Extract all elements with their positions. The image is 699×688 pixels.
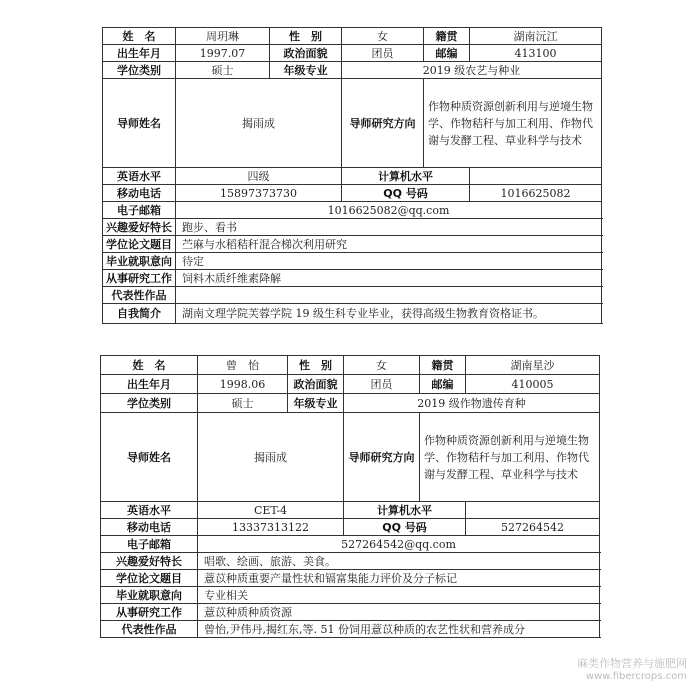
birth-label: 出生年月 xyxy=(101,375,198,394)
computer-value xyxy=(470,168,602,185)
hometown-label: 籍贯 xyxy=(420,356,466,375)
politics-value: 团员 xyxy=(344,375,420,394)
thesis-value: 薏苡种质重要产量性状和镉富集能力评价及分子标记 xyxy=(198,570,600,587)
work-value: 饲料木质纤维素降解 xyxy=(176,270,602,287)
postcode-value: 413100 xyxy=(470,45,602,62)
degree-label: 学位类别 xyxy=(101,394,198,413)
email-label: 电子邮箱 xyxy=(101,536,198,553)
english-label: 英语水平 xyxy=(101,502,198,519)
hometown-label: 籍贯 xyxy=(424,28,470,45)
postcode-label: 邮编 xyxy=(420,375,466,394)
mobile-label: 移动电话 xyxy=(101,519,198,536)
english-value: CET-4 xyxy=(198,502,344,519)
computer-label: 计算机水平 xyxy=(342,168,470,185)
research-value: 作物种质资源创新利用与逆境生物学、作物秸秆与加工利用、作物代谢与发酵工程、草业科学与技术 xyxy=(420,413,600,502)
advisor-label: 导师姓名 xyxy=(101,413,198,502)
site-watermark xyxy=(577,655,687,682)
thesis-value: 苎麻与水稻秸秆混合梯次利用研究 xyxy=(176,236,602,253)
birth-label: 出生年月 xyxy=(103,45,176,62)
grade-label: 年级专业 xyxy=(270,62,342,79)
research-value: 作物种质资源创新利用与逆境生物学、作物秸秆与加工利用、作物代谢与发酵工程、草业科学与技术 xyxy=(424,79,602,168)
computer-label: 计算机水平 xyxy=(344,502,466,519)
intent-value: 待定 xyxy=(176,253,602,270)
qq-label: QQ 号码 xyxy=(344,519,466,536)
name-label: 姓 名 xyxy=(101,356,198,375)
work-label: 从事研究工作 xyxy=(103,270,176,287)
watermark-url: www.fibercrops.com xyxy=(585,671,687,682)
works-value xyxy=(176,287,602,304)
work-label: 从事研究工作 xyxy=(101,604,198,621)
gender-value: 女 xyxy=(344,356,420,375)
advisor-label: 导师姓名 xyxy=(103,79,176,168)
qq-label: QQ 号码 xyxy=(342,185,470,202)
student-card-zeng xyxy=(100,355,600,638)
english-value: 四级 xyxy=(176,168,342,185)
advisor-value: 揭雨成 xyxy=(176,79,342,168)
postcode-label: 邮编 xyxy=(424,45,470,62)
email-value: 1016625082@qq.com xyxy=(176,202,602,219)
works-label: 代表性作品 xyxy=(101,621,198,638)
qq-value: 1016625082 xyxy=(470,185,602,202)
birth-value: 1997.07 xyxy=(176,45,270,62)
postcode-value: 410005 xyxy=(466,375,600,394)
english-label: 英语水平 xyxy=(103,168,176,185)
computer-value xyxy=(466,502,600,519)
intro-value: 湖南文理学院芙蓉学院 19 级生科专业毕业，获得高级生物教育资格证书。 xyxy=(176,304,602,324)
intent-value: 专业相关 xyxy=(198,587,600,604)
intro-label: 自我简介 xyxy=(103,304,176,324)
name-value: 曾 怡 xyxy=(198,356,288,375)
thesis-label: 学位论文题目 xyxy=(101,570,198,587)
thesis-label: 学位论文题目 xyxy=(103,236,176,253)
degree-label: 学位类别 xyxy=(103,62,176,79)
birth-value: 1998.06 xyxy=(198,375,288,394)
hobby-label: 兴趣爱好特长 xyxy=(101,553,198,570)
email-value: 527264542@qq.com xyxy=(198,536,600,553)
hobby-value: 唱歌、绘画、旅游、美食。 xyxy=(198,553,600,570)
gender-label: 性 别 xyxy=(288,356,344,375)
gender-value: 女 xyxy=(342,28,424,45)
degree-value: 硕士 xyxy=(198,394,288,413)
intent-label: 毕业就职意向 xyxy=(103,253,176,270)
hobby-value: 跑步、看书 xyxy=(176,219,602,236)
mobile-value: 13337313122 xyxy=(198,519,344,536)
grade-label: 年级专业 xyxy=(288,394,344,413)
intent-label: 毕业就职意向 xyxy=(101,587,198,604)
politics-label: 政治面貌 xyxy=(270,45,342,62)
student-card-zhou xyxy=(102,27,602,324)
advisor-value: 揭雨成 xyxy=(198,413,344,502)
works-label: 代表性作品 xyxy=(103,287,176,304)
email-label: 电子邮箱 xyxy=(103,202,176,219)
watermark-title: 麻类作物营养与施肥网 xyxy=(577,657,687,670)
mobile-value: 15897373730 xyxy=(176,185,342,202)
gender-label: 性 别 xyxy=(270,28,342,45)
name-label: 姓 名 xyxy=(103,28,176,45)
mobile-label: 移动电话 xyxy=(103,185,176,202)
hobby-label: 兴趣爱好特长 xyxy=(103,219,176,236)
politics-value: 团员 xyxy=(342,45,424,62)
politics-label: 政治面貌 xyxy=(288,375,344,394)
hometown-value: 湖南沅江 xyxy=(470,28,602,45)
works-value: 曾怡,尹伟丹,揭红东,等. 51 份饲用薏苡种质的农艺性状和营养成分 xyxy=(198,621,600,638)
research-label: 导师研究方向 xyxy=(344,413,420,502)
hometown-value: 湖南星沙 xyxy=(466,356,600,375)
qq-value: 527264542 xyxy=(466,519,600,536)
grade-value: 2019 级作物遗传育种 xyxy=(344,394,600,413)
research-label: 导师研究方向 xyxy=(342,79,424,168)
work-value: 薏苡种质种质资源 xyxy=(198,604,600,621)
grade-value: 2019 级农艺与种业 xyxy=(342,62,602,79)
name-value: 周玥琳 xyxy=(176,28,270,45)
degree-value: 硕士 xyxy=(176,62,270,79)
